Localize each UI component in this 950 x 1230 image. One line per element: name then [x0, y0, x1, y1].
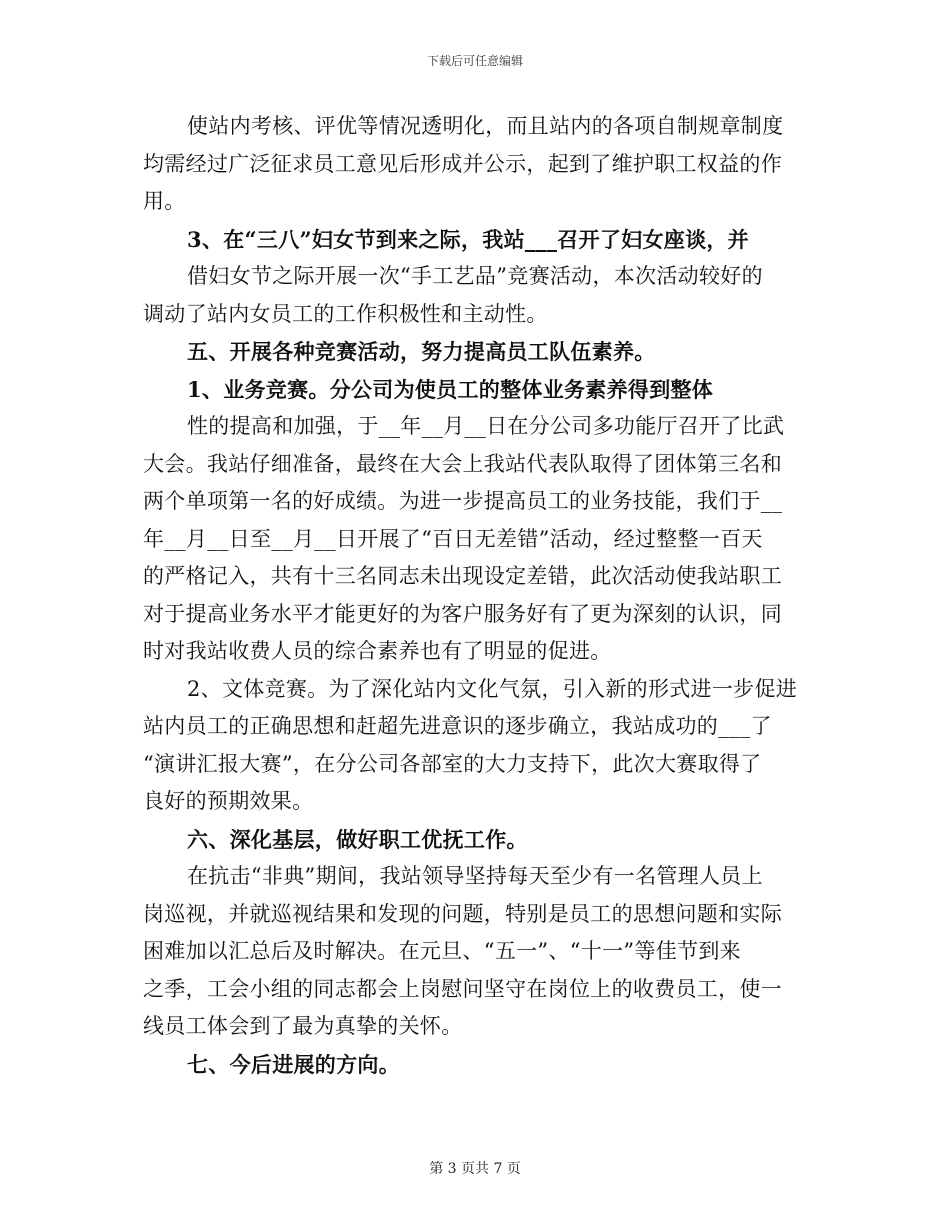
paragraph-line: 岗巡视，并就巡视结果和发现的问题，特别是员工的思想问题和实际	[143, 901, 782, 926]
paragraph-line: “演讲汇报大赛”，在分公司各部室的大力支持下，此次大赛取得了	[143, 751, 762, 776]
paragraph-line: 站内员工的正确思想和赶超先进意识的逐步确立，我站成功的___了	[143, 714, 772, 738]
section-heading-line: 六、深化基层，做好职工优抚工作。	[187, 826, 528, 852]
page-number: 第 3 页共 7 页	[429, 1161, 521, 1177]
section-heading-line: 1、业务竞赛。分公司为使员工的整体业务素养得到整体	[187, 376, 714, 402]
section-heading-line: 七、今后进展的方向。	[187, 1051, 400, 1077]
section-heading-line: 3、在“三八”妇女节到来之际，我站___召开了妇女座谈，并	[187, 226, 749, 252]
paragraph-line: 借妇女节之际开展一次“手工艺品”竞赛活动，本次活动较好的	[187, 264, 763, 288]
paragraph-line: 两个单项第一名的好成绩。为进一步提高员工的业务技能，我们于__	[143, 489, 783, 513]
paragraph-line: 的严格记入，共有十三名同志未出现设定差错，此次活动使我站职工	[143, 564, 782, 588]
paragraph-line: 2、文体竞赛。为了深化站内文化气氛，引入新的形式进一步促进	[187, 676, 798, 701]
paragraph-line: 性的提高和加强，于__年__月__日在分公司多功能厅召开了比武	[187, 414, 785, 438]
paragraph-line: 年__月__日至__月__日开展了“百日无差错”活动，经过整整一百天	[143, 526, 763, 551]
document-body	[143, 108, 811, 1083]
section-heading-line: 五、开展各种竞赛活动，努力提高员工队伍素养。	[187, 339, 656, 364]
paragraph-line: 大会。我站仔细准备，最终在大会上我站代表队取得了团体第三名和	[143, 451, 782, 476]
paragraph-line: 对于提高业务水平才能更好的为客户服务好有了更为深刻的认识，同	[143, 601, 782, 626]
paragraph-line: 调动了站内女员工的工作积极性和主动性。	[143, 301, 548, 326]
paragraph-line: 使站内考核、评优等情况透明化，而且站内的各项自制规章制度	[187, 114, 784, 138]
paragraph-line: 良好的预期效果。	[143, 789, 314, 813]
paragraph-line: 困难加以汇总后及时解决。在元旦、“五一”、“十一”等佳节到来	[143, 939, 741, 963]
paragraph-line: 时对我站收费人员的综合素养也有了明显的促进。	[143, 639, 612, 663]
paragraph-line: 用。	[143, 189, 186, 213]
paragraph-line: 在抗击“非典”期间，我站领导坚持每天至少有一名管理人员上	[187, 864, 763, 888]
paragraph-line: 之季，工会小组的同志都会上岗慰问坚守在岗位上的收费员工，使一	[143, 976, 782, 1001]
paragraph-line: 线员工体会到了最为真挚的关怀。	[143, 1014, 463, 1038]
page-header-note: 下载后可任意编辑	[426, 54, 523, 68]
paragraph-line: 均需经过广泛征求员工意见后形成并公示，起到了维护职工权益的作	[143, 151, 782, 176]
